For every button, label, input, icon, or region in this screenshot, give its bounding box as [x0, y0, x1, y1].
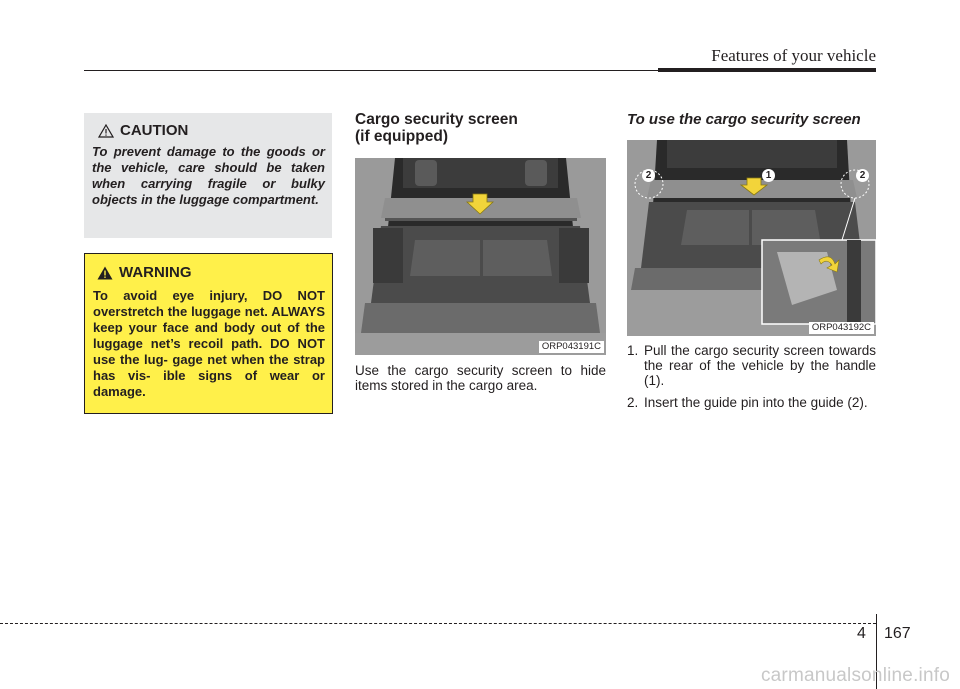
section-title: [355, 111, 518, 145]
usage-step: [627, 343, 876, 388]
step-number: 1.: [627, 343, 639, 358]
warning-box: [84, 253, 333, 414]
section-title-line1: Cargo security screen: [355, 111, 518, 128]
page-chapter: 4: [857, 625, 866, 642]
footer-rule: [0, 623, 876, 624]
caution-text: To prevent damage to the goods or the vehicle, care should be taken when carrying fragile or bulky objects in the luggage compartment.: [92, 144, 325, 207]
page-number: 167: [884, 625, 911, 642]
step-text: Pull the cargo security screen towards the rear of the vehicle by the handle (1).: [644, 343, 876, 388]
warning-triangle-icon: [97, 266, 113, 280]
caution-box: [84, 113, 332, 238]
step-number: 2.: [627, 395, 639, 410]
callout-2-right-icon: [856, 169, 869, 182]
usage-subtitle: To use the cargo security screen: [627, 111, 861, 128]
callout-1-label: 1: [765, 170, 772, 181]
cargo-usage-illustration: [627, 140, 876, 336]
callout-2-left-label: 2: [645, 170, 652, 181]
photo-code-label: ORP043191C: [539, 341, 604, 353]
usage-steps: [627, 343, 876, 417]
photo-code-label: ORP043192C: [809, 322, 874, 334]
section-title-line2: (if equipped): [355, 128, 448, 145]
warning-text: To avoid eye injury, DO NOT overstretch the luggage net. ALWAYS keep your face and body out of the luggage net’s recoil path. DO NOT use the lug- gage net when the strap has vis- ible signs of wear or damage.: [93, 288, 325, 399]
usage-step: [627, 395, 876, 410]
section-paragraph: Use the cargo security screen to hide items stored in the cargo area.: [355, 363, 606, 393]
watermark: carmanualsonline.info: [760, 665, 950, 686]
page-header-title: Features of your vehicle: [711, 46, 876, 65]
cargo-screen-photo: [355, 158, 606, 355]
warning-heading-text: WARNING: [119, 264, 192, 281]
cargo-screen-usage-photo: [627, 140, 876, 336]
caution-heading: [98, 122, 188, 139]
cargo-area-illustration: [355, 158, 606, 355]
callout-1-icon: [762, 169, 775, 182]
header-rule-accent: [658, 68, 876, 72]
caution-heading-text: CAUTION: [120, 122, 189, 139]
step-text: Insert the guide pin into the guide (2).: [644, 395, 868, 410]
warning-heading: [97, 264, 192, 281]
callout-2-right-label: 2: [859, 170, 866, 181]
caution-triangle-icon: [98, 124, 114, 138]
callout-2-left-icon: [642, 169, 655, 182]
